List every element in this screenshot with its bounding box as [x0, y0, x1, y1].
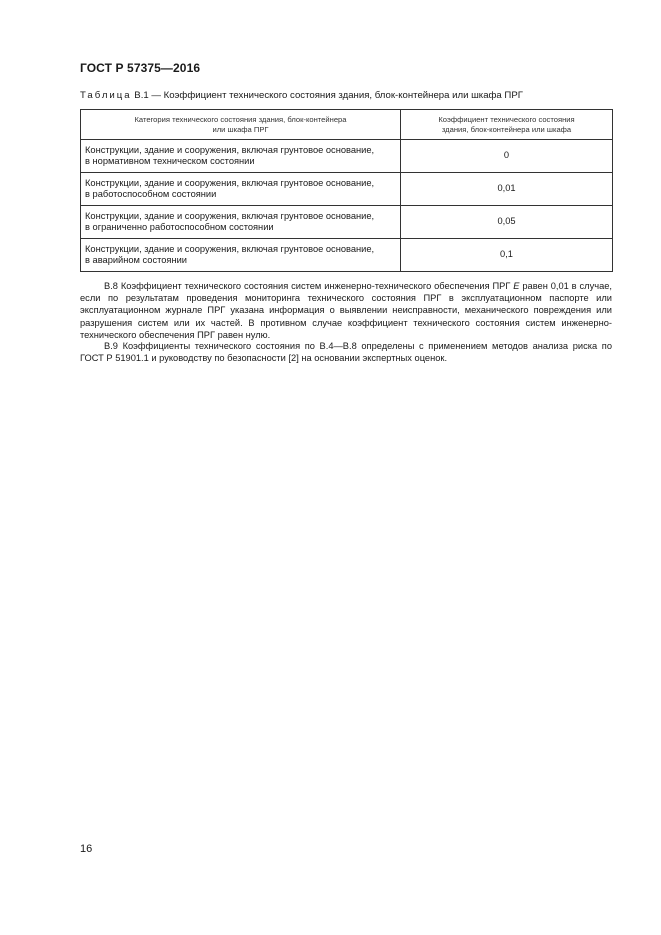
coefficient-cell: 0,05 [401, 206, 613, 239]
paragraph-b9: В.9 Коэффициенты технического состояния по В.4—В.8 определены с применением методов анализа риска по ГОСТ Р 51901.1 и руководству по безопасности [2] на основании экспертных оценок. [80, 341, 612, 364]
table-caption [80, 90, 600, 101]
column-header-coefficient: Коэффициент технического состояния здания, блок-контейнера или шкафа [401, 110, 613, 140]
category-cell: Конструкции, здание и сооружения, включая грунтовое основание, в нормативном техническом состоянии [81, 140, 401, 173]
document-header: ГОСТ Р 57375—2016 [80, 61, 201, 75]
coefficient-cell: 0,01 [401, 173, 613, 206]
table-row [81, 206, 613, 239]
paragraph-b8: В.8 Коэффициент технического состояния систем инженерно-технического обеспечения ПРГ E равен 0,01 в случае, если по результатам проведения мониторинга технического состояния ПРГ в эксплуатационном паспорте или эксплуатационном журнале ПРГ указана информация о выявлении неисправности, механического повреждения или разрушения систем или их частей. В противном случае коэффициент технического состояния систем инженерно-технического обеспечения ПРГ равен нулю. [80, 281, 612, 340]
page-number: 16 [80, 843, 93, 855]
category-cell: Конструкции, здание и сооружения, включая грунтовое основание, в аварийном состоянии [81, 239, 401, 272]
variable-e: E [513, 281, 520, 291]
table-row [81, 140, 613, 173]
column-header-category: Категория технического состояния здания, блок-контейнера или шкафа ПРГ [81, 110, 401, 140]
caption-title: В.1 — Коэффициент технического состояния здания, блок-контейнера или шкафа ПРГ [131, 90, 523, 101]
table-header-row [81, 110, 613, 140]
category-cell: Конструкции, здание и сооружения, включая грунтовое основание, в ограниченно работоспособном состоянии [81, 206, 401, 239]
table-row [81, 239, 613, 272]
caption-label: Таблица [80, 90, 132, 101]
coefficient-table [80, 109, 613, 272]
coefficient-cell: 0 [401, 140, 613, 173]
coefficient-cell: 0,1 [401, 239, 613, 272]
table-row [81, 173, 613, 206]
category-cell: Конструкции, здание и сооружения, включая грунтовое основание, в работоспособном состоянии [81, 173, 401, 206]
